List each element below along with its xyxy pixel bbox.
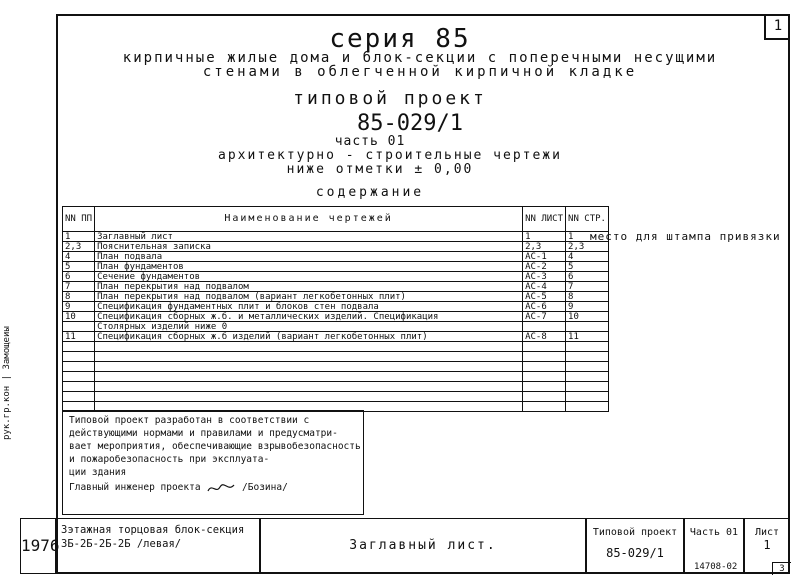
table-cell-sheet: 1	[523, 232, 566, 242]
part-label: часть 01	[334, 134, 406, 149]
title-block-year	[20, 518, 60, 574]
table-row	[63, 332, 609, 342]
table-cell-name	[95, 352, 523, 362]
sheet-title-text: Заглавный лист.	[349, 538, 497, 553]
table-cell-name: План подвала	[95, 252, 523, 262]
table-row	[63, 342, 609, 352]
table-cell-num	[63, 382, 95, 392]
table-cell-name: Заглавный лист	[95, 232, 523, 242]
table-row	[63, 312, 609, 322]
header-name: Наименование чертежей	[95, 207, 523, 232]
table-cell-name: Сечение фундаментов	[95, 272, 523, 282]
chief-engineer-row	[69, 481, 357, 494]
stamp-place-label: место для штампа привязки	[590, 230, 781, 243]
table-body	[63, 232, 609, 412]
table-cell-num	[63, 322, 95, 332]
table-cell-name	[95, 372, 523, 382]
table-cell-sheet: АС-8	[523, 332, 566, 342]
note-line: вает мероприятия, обеспечивающие взрывобезопасность	[69, 441, 361, 452]
table-row	[63, 282, 609, 292]
table-header-row	[63, 207, 609, 232]
table-cell-page	[566, 392, 609, 402]
note-text	[69, 414, 361, 479]
contents-table	[62, 206, 609, 412]
table-cell-name: План фундаментов	[95, 262, 523, 272]
table-row	[63, 392, 609, 402]
series-title: серия 85	[329, 24, 471, 54]
table-cell-page	[566, 372, 609, 382]
table-cell-sheet: АС-3	[523, 272, 566, 282]
table-cell-num	[63, 392, 95, 402]
table-cell-page	[566, 402, 609, 412]
table-row	[63, 372, 609, 382]
table-cell-sheet	[523, 322, 566, 332]
table-cell-page: 6	[566, 272, 609, 282]
table-cell-num: 6	[63, 272, 95, 282]
title-block-sheet-title	[260, 518, 586, 574]
table-cell-sheet: АС-1	[523, 252, 566, 262]
desc-line-1: 3этажная торцовая блок-секция	[61, 524, 245, 536]
header-sheet: NN ЛИСТ	[523, 207, 566, 232]
sheet-value: 1	[763, 538, 771, 552]
table-cell-num	[63, 372, 95, 382]
table-cell-page: 9	[566, 302, 609, 312]
table-cell-sheet: АС-6	[523, 302, 566, 312]
table-cell-name	[95, 392, 523, 402]
table-cell-page: 8	[566, 292, 609, 302]
table-cell-num: 9	[63, 302, 95, 312]
table-cell-name	[95, 362, 523, 372]
table-cell-page	[566, 382, 609, 392]
sheet-label: Лист	[754, 527, 780, 538]
table-cell-name: Спецификация фундаментных плит и блоков стен подвала	[95, 302, 523, 312]
project-number: 85-029/1	[357, 111, 463, 136]
table-cell-sheet	[523, 392, 566, 402]
table-cell-name	[95, 382, 523, 392]
table-cell-sheet: АС-4	[523, 282, 566, 292]
table-cell-page: 10	[566, 312, 609, 322]
note-line: действующими нормами и правилами и предусматри-	[69, 428, 338, 439]
table-cell-num: 7	[63, 282, 95, 292]
table-row	[63, 362, 609, 372]
section-line-2: ниже отметки ± 0,00	[286, 162, 474, 177]
table-row	[63, 252, 609, 262]
side-signature-strip: рук.гр.кон | Замощеиы	[2, 326, 12, 440]
table-cell-num	[63, 352, 95, 362]
table-cell-page	[566, 352, 609, 362]
corner-number: 3	[772, 562, 791, 575]
contents-heading: содержание	[315, 185, 425, 200]
table-cell-page	[566, 362, 609, 372]
table-cell-page: 7	[566, 282, 609, 292]
table-cell-page: 11	[566, 332, 609, 342]
table-row	[63, 262, 609, 272]
section-line-1: архитектурно - строительные чертежи	[218, 148, 562, 163]
table-cell-sheet: АС-7	[523, 312, 566, 322]
note-line: и пожаробезопасность при эксплуата-	[69, 454, 270, 465]
table-row	[63, 242, 609, 252]
table-row	[63, 382, 609, 392]
table-cell-sheet: АС-5	[523, 292, 566, 302]
signature-icon	[206, 482, 236, 494]
table-row	[63, 302, 609, 312]
table-row	[63, 292, 609, 302]
table-cell-sheet	[523, 372, 566, 382]
table-row	[63, 322, 609, 332]
table-cell-page: 2,3	[566, 242, 609, 252]
project-number-small: 85-029/1	[606, 546, 664, 560]
table-cell-sheet	[523, 362, 566, 372]
table-cell-num: 2,3	[63, 242, 95, 252]
project-label: Типовой проект	[592, 527, 678, 538]
table-cell-num	[63, 342, 95, 352]
typical-project-label: типовой проект	[293, 88, 487, 109]
table-cell-name: План перекрытия над подвалом	[95, 282, 523, 292]
table-cell-page	[566, 342, 609, 352]
desc-line-2: 3Б-2Б-2Б-2Б /левая/	[61, 538, 182, 550]
table-cell-num: 4	[63, 252, 95, 262]
note-line: ции здания	[69, 467, 127, 478]
table-cell-name: Спецификация сборных ж.б изделий (вариант легкобетонных плит)	[95, 332, 523, 342]
table-cell-page: 5	[566, 262, 609, 272]
table-cell-num: 5	[63, 262, 95, 272]
title-line-1: кирпичные жилые дома и блок-секции с поперечными несущими	[122, 50, 718, 66]
title-line-2: стенами в облегченной кирпичной кладке	[202, 64, 638, 80]
table-row	[63, 272, 609, 282]
table-cell-name: Спецификация сборных ж.б. и металлических изделий. Спецификация	[95, 312, 523, 322]
title-block-description	[56, 518, 260, 574]
drawing-code: 14708-02	[694, 562, 738, 572]
table-cell-sheet	[523, 352, 566, 362]
note-line: Типовой проект разработан в соответствии с	[69, 415, 310, 426]
table-cell-num: 1	[63, 232, 95, 242]
year-text: 1976	[21, 536, 60, 555]
table-cell-name: План перекрытия над подвалом (вариант легкобетонных плит)	[95, 292, 523, 302]
table-cell-page: 1	[566, 232, 609, 242]
table-cell-sheet	[523, 382, 566, 392]
part-label-small: Часть 01	[689, 527, 739, 538]
title-block-project	[586, 518, 684, 574]
chief-engineer-label: Главный инженер проекта	[69, 482, 201, 493]
header-num: NN ПП	[63, 207, 95, 232]
table-cell-sheet: АС-2	[523, 262, 566, 272]
table-cell-num: 11	[63, 332, 95, 342]
table-cell-num: 8	[63, 292, 95, 302]
table-cell-num: 10	[63, 312, 95, 322]
table-cell-page: 4	[566, 252, 609, 262]
table-cell-name	[95, 342, 523, 352]
table-cell-sheet: 2,3	[523, 242, 566, 252]
table-cell-num	[63, 362, 95, 372]
sheet-number: 1	[764, 14, 790, 40]
table-row	[63, 352, 609, 362]
table-cell-name: Столярных изделий ниже 0	[95, 322, 523, 332]
table-cell-sheet	[523, 402, 566, 412]
table-cell-sheet	[523, 342, 566, 352]
header-page: NN СТР.	[566, 207, 609, 232]
table-row	[63, 232, 609, 242]
chief-engineer-name: /Бозина/	[242, 482, 288, 493]
table-cell-name: Пояснительная записка	[95, 242, 523, 252]
table-cell-page	[566, 322, 609, 332]
note-box	[62, 410, 364, 515]
